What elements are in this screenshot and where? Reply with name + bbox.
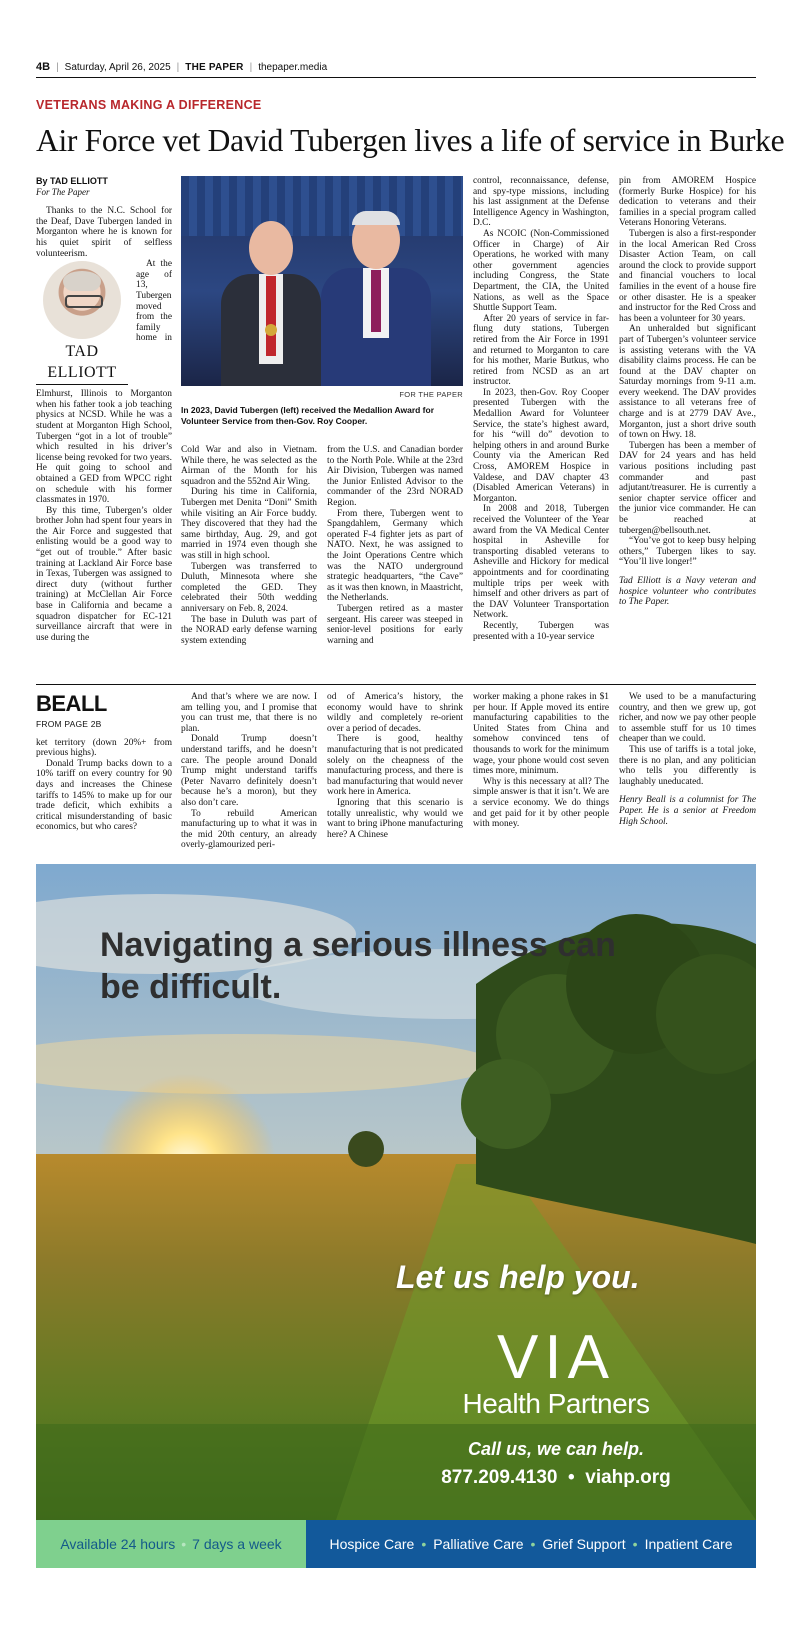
author-tagline: Henry Beall is a columnist for The Paper. He is a senior at Freedom High School. [619,795,756,827]
paper-name: THE PAPER [185,61,244,73]
paragraph: At the age of 13, Tubergen moved from the family home in Elmhurst, Illinois to Morganton when his father took a job teaching physics at NCSD. While he was a student at Morganton High School, Tubergen “got in a lot of trouble” which resulted in his driver’s license being revoked for two years. He quit going to school and obtained a GED from WPCC right on schedule with his former classmates in 1970. [36,259,172,506]
beall-column-5 [619,692,756,854]
paragraph: Tubergen is also a first-responder in the local American Red Cross Disaster Action Team, on call around the clock to provide support and financial vouchers to local families in the event of a house fire or other disaster. He is a speaker and instructor for the Red Cross and has been a volunteer for 30 years. [619,228,756,324]
paragraph: od of America’s history, the economy would have to shrink wildly and completely re-orient over a period of decades. [327,692,463,734]
ad-headline: Navigating a serious illness can be difficult. [100,926,616,1006]
bullet-separator: • [632,1536,638,1552]
availability-bar [36,1520,306,1568]
story-column-2 [181,445,317,677]
paragraph: There is good, healthy manufacturing that is not predicated solely on the cheapness of the manufacturing process, and there is bad manufacturing that would never work here in America. [327,734,463,798]
bullet-separator: • [568,1467,575,1488]
section-rule [36,684,756,685]
jump-head: BEALL [36,692,107,716]
story-column-3 [327,445,463,677]
paragraph: Cold War and also in Vietnam. While there, he was selected as the Airman of the Month for his squadron and the 552nd Air Wing. [181,445,317,487]
story-headline: Air Force vet David Tubergen lives a life of service in Burke [36,123,785,158]
paragraph: Recently, Tubergen was presented with a 10-year service [473,620,609,642]
story-column-1 [36,176,172,676]
service-hospice: Hospice Care [329,1536,415,1552]
paragraph: Thanks to the N.C. School for the Deaf, Dave Tubergen landed in Morganton where he is known for his quiet spirit of selfless volunteerism. [36,206,172,259]
paragraph: pin from AMOREM Hospice (formerly Burke Hospice) for his dedication to veterans and their families in a special program called Veterans Honoring Veterans. [619,176,756,229]
beall-column-1 [36,692,172,854]
beall-column-3 [327,692,463,854]
bullet-separator: • [421,1536,427,1552]
mug-name-last: ELLIOTT [47,364,117,382]
paragraph: Tubergen has been a member of DAV for 24 years and has held various positions including past commander and past adjutant/treasurer. He is currently a senior chapter service officer and the junior vice commander. He can be reached at tubergen@bellsouth.net. [619,440,756,536]
paragraph: “You’ve got to keep busy helping others,” Tubergen likes to say. “You’ll live longer!” [619,536,756,568]
byline-affiliation: For The Paper [36,186,90,197]
service-inpatient: Inpatient Care [644,1536,733,1552]
paragraph: control, reconnaissance, defense, and spy-type missions, including his last assignment at the Defense Intelligence Agency in Washington, D.C. [473,176,609,229]
author-mugshot [36,261,128,385]
paragraph: This use of tariffs is a total joke, there is no plan, and any politician who tells you differently is laughably uneducated. [619,744,756,787]
paragraph: Tubergen retired as a master sergeant. His career was steeped in senior-level positions for early warning and [327,603,463,646]
paragraph: And that’s where we are now. I am telling you, and I promise that you can trust me, that there is no plan. [181,692,317,734]
paragraph: worker making a phone rakes in $1 per hour. If Apple moved its entire manufacturing capabilities to the United States from China and somehow convinced tens of thousands to work for the minimum wage, your phone would cost seven times more, minimum. [473,692,609,777]
paragraph: In 2023, then-Gov. Roy Cooper presented Tubergen with the Medallion Award for Volunteer Service, the state’s highest award, for his “will do” devotion to helping others in and around Burke County via the American Red Cross, AMOREM Hospice in Valdese, and DAV chapter 43 (Disabled American Veterans) in Morganton. [473,387,609,504]
paragraph: We used to be a manufacturing country, and then we grew up, got richer, and now we pay other people to assemble stuff for us 10 times cheaper than we could. [619,692,756,745]
folio-separator: | [56,61,59,73]
service-palliative: Palliative Care [433,1536,524,1552]
mug-name-first: TAD [65,343,99,361]
page-number: 4B [36,61,51,73]
beall-column-2 [181,692,317,854]
folio-rule [36,77,756,78]
paper-site: thepaper.media [258,61,328,73]
services-list [306,1520,756,1568]
author-photo [43,261,121,339]
paragraph: An unheralded but significant part of Tubergen’s volunteer service is assisting veterans with the VA disability claims process. He can be found at the DAV chapter on Saturday mornings from 9-11 a.m. every weekend. The DAV provides assistance to all veterans free of charge and is at 2779 DAV Ave., Morganton, just a short drive south of town on Hwy. 18. [619,324,756,441]
bullet-separator: • [530,1536,536,1552]
paragraph: After 20 years of service in far-flung duty stations, Tubergen retired from the Air Force in 1991 and returned to Morganton to care for his mother, Marie Butkus, who retired from NCSD as an art instructor. [473,313,609,388]
ad-services-bar [36,1520,756,1568]
paragraph: Ignoring that this scenario is totally unrealistic, why would we want to bring iPhone manufacturing here? A Chinese [327,797,463,840]
beall-column-4 [473,692,609,854]
photo-person-tubergen [221,216,321,386]
paragraph: Tubergen was transferred to Duluth, Minnesota where she completed the GED. They celebrated their 50th wedding anniversary on Feb. 8, 2024. [181,561,317,614]
paragraph: In 2008 and 2018, Tubergen received the Volunteer of the Year award from the VA Medical Center hospital in Asheville for transporting disabled veterans to Asheville and Hickory for medical appointments and for coordinating multiple trips per week with himself and other drivers as part of the DAV Volunteer Transportation Network. [473,504,609,621]
paragraph: By this time, Tubergen’s older brother John had spent four years in the Air Force and suggested that enlisting would be a good way to “get out of trouble.” After basic training at Lackland Air Force base in Texas, Tubergen was assigned to direct duty (without further training) at McClellan Air Force base in California and became a squadron dispatcher for EC-121 surveillance aircraft that were in use during the [36,505,172,643]
paragraph: from the U.S. and Canadian border to the North Pole. While at the 23rd Air Division, Tubergen was named the Junior Enlisted Advisor to the commander of the 23rd NORAD Region. [327,445,463,508]
folio-separator: | [249,61,253,73]
paragraph: As NCOIC (Non-Commissioned Officer in Charge) of Air Operations, he worked with many other government agencies including Congress, the State Department, the CIA, the United Nations, as well as the Space Shuttle Support Team. [473,228,609,314]
photo-credit: FOR THE PAPER [399,390,463,399]
paragraph: From there, Tubergen went to Spangdahlem, Germany which operated F-4 fighter jets as part of NATO. Next, he was assigned to the Joint Operations Centre which was the NATO underground strategic headquarters, “the Cave” as it was then known, in Maastricht, the Netherlands. [327,508,463,604]
byline: By TAD ELLIOTT [36,176,108,186]
mug-rule [36,384,128,385]
folio-separator: | [176,61,180,73]
ad-phone[interactable]: 877.209.4130 [441,1467,558,1488]
jump-from: FROM PAGE 2B [36,719,102,729]
award-photo [181,176,463,386]
via-health-ad[interactable] [36,864,756,1568]
ad-call-text: Call us, we can help. [467,1439,645,1459]
paragraph: Why is this necessary at all? The simple answer is that it isn’t. We are a service economy. We do things and get paid for it by other people with money. [473,776,609,830]
photo-caption: In 2023, David Tubergen (left) received the Medallion Award for Volunteer Service from then-Gov. Roy Cooper. [181,405,435,426]
paragraph: The base in Duluth was part of the NORAD early defense warning system extending [181,614,317,646]
story-column-4 [473,176,609,676]
paragraph: Donald Trump backs down to a 10% tariff on every country for 90 days and increases the Chinese tariffs to 145% to make up for our trade deficit, which exhibits a critical misunderstanding of basic economics, but who cares? [36,758,172,833]
logo-sub: Health Partners [462,1388,650,1419]
via-logo [426,1323,686,1420]
paragraph: To rebuild American manufacturing up to what it was in the mid 20th century, an already overly-glamourized peri- [181,808,317,851]
paragraph: During his time in California, Tubergen met Denita “Doni” Smith while visiting an Air Force buddy. They discovered that they had the same birthday, Aug. 29, and got married in 1974 even though she was still in high school. [181,487,317,561]
issue-date: Saturday, April 26, 2025 [64,61,171,73]
ad-website[interactable]: viahp.org [585,1467,671,1488]
availability-hours: Available 24 hours [60,1536,176,1552]
paragraph: Donald Trump doesn’t understand tariffs, and he doesn’t care. The people around Donald Trump might understand tariffs (Peter Navarro definitely doesn’t because he’s a moron), but they also don’t care. [181,734,317,808]
author-tagline: Tad Elliott is a Navy veteran and hospice volunteer who contributes to The Paper. [619,575,756,608]
story-kicker: VETERANS MAKING A DIFFERENCE [36,98,262,112]
logo-main: VIA [497,1323,615,1392]
story-column-5 [619,176,756,676]
folio [36,58,756,76]
ad-subhead: Let us help you. [396,1259,640,1295]
photo-person-cooper [321,206,431,386]
bullet-separator: • [181,1536,187,1552]
availability-days: 7 days a week [192,1536,282,1552]
ad-contact [366,1467,746,1489]
paragraph: ket territory (down 20%+ from previous highs). [36,737,172,759]
service-grief: Grief Support [542,1536,626,1552]
